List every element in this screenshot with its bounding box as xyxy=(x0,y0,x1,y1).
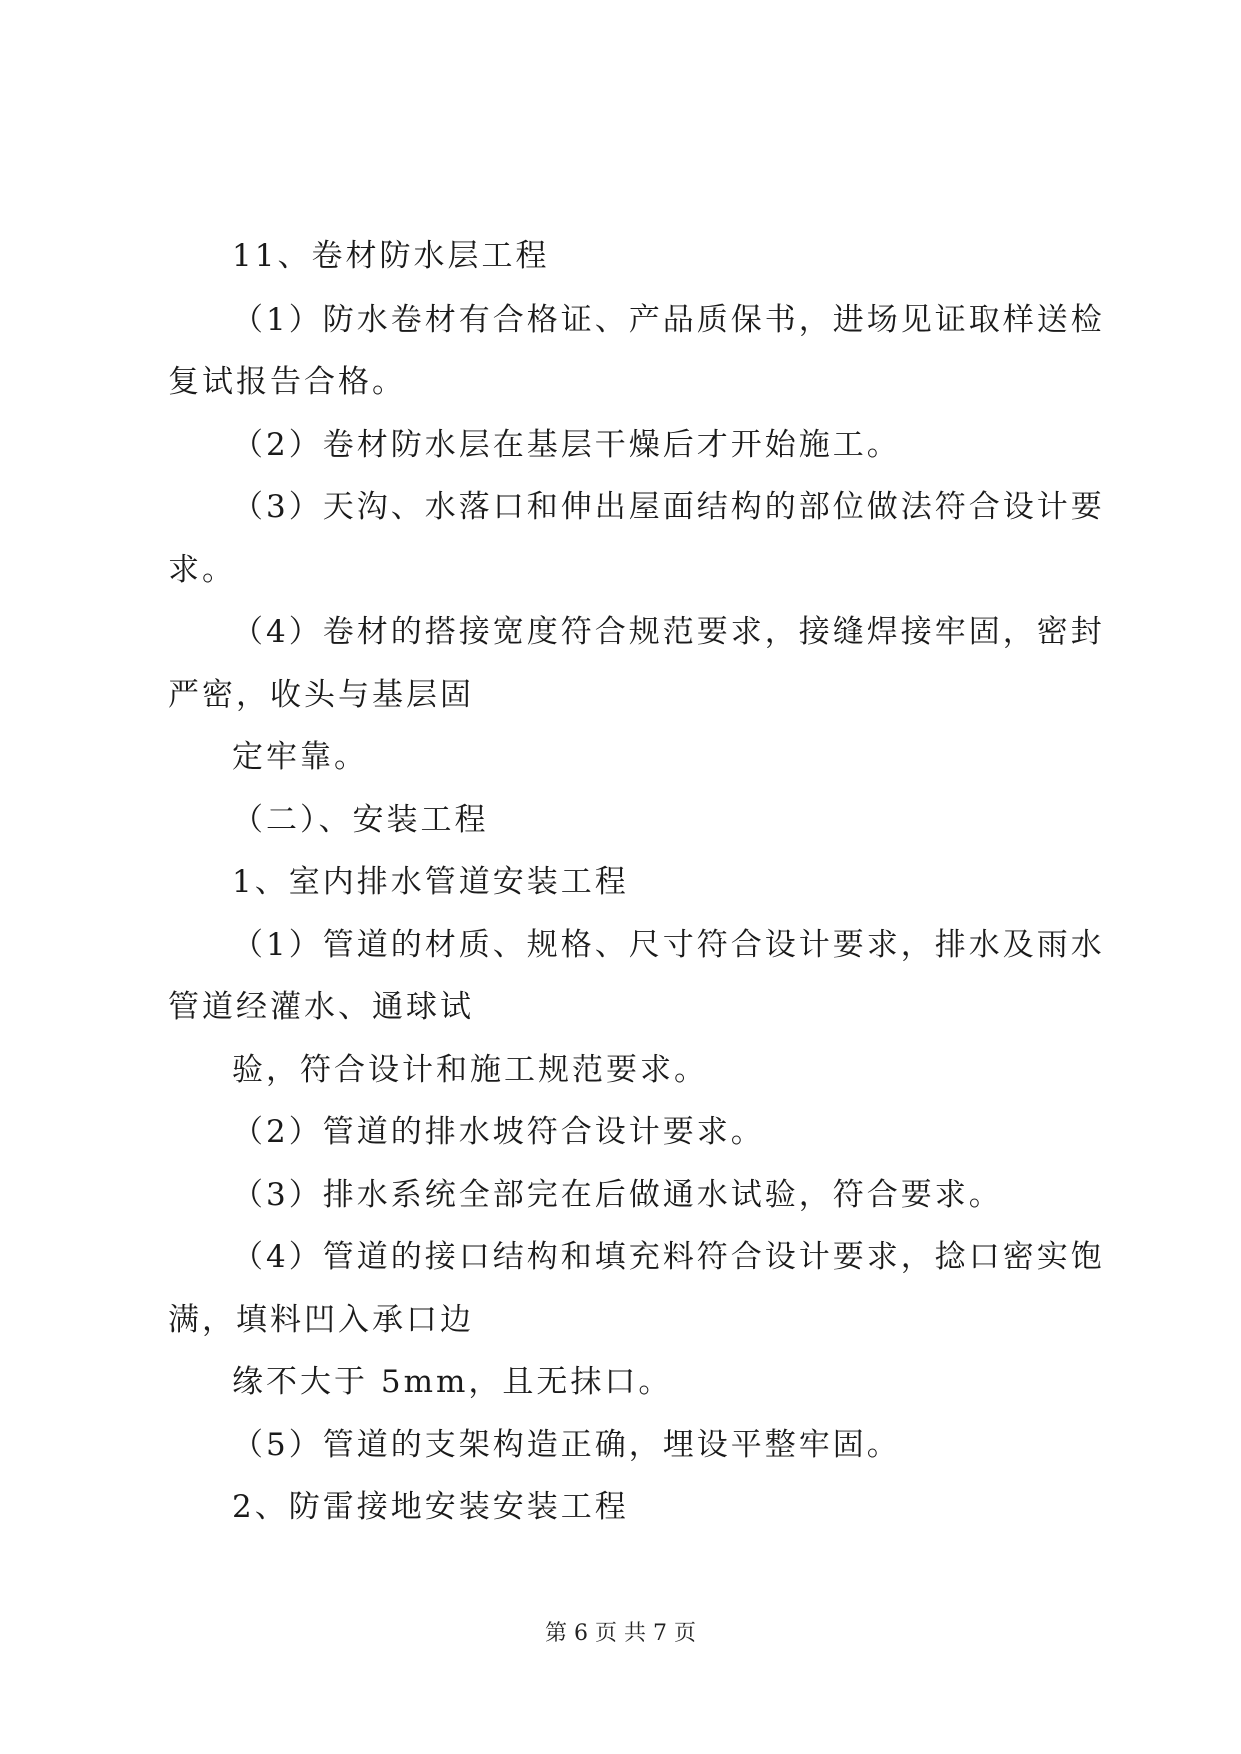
paragraph-line: 定牢靠。 xyxy=(232,739,368,775)
paragraph-line: 满，填料凹入承口边 xyxy=(168,1302,474,1338)
paragraph-line: （5）管道的支架构造正确，埋设平整牢固。 xyxy=(232,1427,901,1463)
paragraph-line: 严密，收头与基层固 xyxy=(168,677,474,713)
paragraph-line: （3）排水系统全部完在后做通水试验，符合要求。 xyxy=(232,1177,1003,1213)
paragraph-line: （1）管道的材质、规格、尺寸符合设计要求，排水及雨水 xyxy=(232,927,1105,963)
paragraph-line: （1）防水卷材有合格证、产品质保书，进场见证取样送检 xyxy=(232,302,1105,338)
paragraph-line: （4）卷材的搭接宽度符合规范要求，接缝焊接牢固，密封 xyxy=(232,614,1105,650)
paragraph-line: 求。 xyxy=(168,552,236,588)
heading-lightning-grounding: 2、防雷接地安装安装工程 xyxy=(232,1489,629,1525)
paragraph-line: （2）卷材防水层在基层干燥后才开始施工。 xyxy=(232,427,901,463)
paragraph-line: 复试报告合格。 xyxy=(168,364,406,400)
section-heading-installation: （二）、安装工程 xyxy=(232,802,489,838)
paragraph-line: 验，符合设计和施工规范要求。 xyxy=(232,1052,708,1088)
page-footer: 第 6 页 共 7 页 xyxy=(545,1621,696,1646)
paragraph-line: 管道经灌水、通球试 xyxy=(168,989,474,1025)
paragraph-line: （3）天沟、水落口和伸出屋面结构的部位做法符合设计要 xyxy=(232,489,1105,525)
heading-membrane-waterproofing: 11、卷材防水层工程 xyxy=(232,238,550,274)
paragraph-line: （4）管道的接口结构和填充料符合设计要求，捻口密实饱 xyxy=(232,1239,1105,1275)
paragraph-line: （2）管道的排水坡符合设计要求。 xyxy=(232,1114,765,1150)
heading-drainage-pipes: 1、室内排水管道安装工程 xyxy=(232,864,629,900)
paragraph-line: 缘不大于 5mm，且无抹口。 xyxy=(232,1364,673,1400)
